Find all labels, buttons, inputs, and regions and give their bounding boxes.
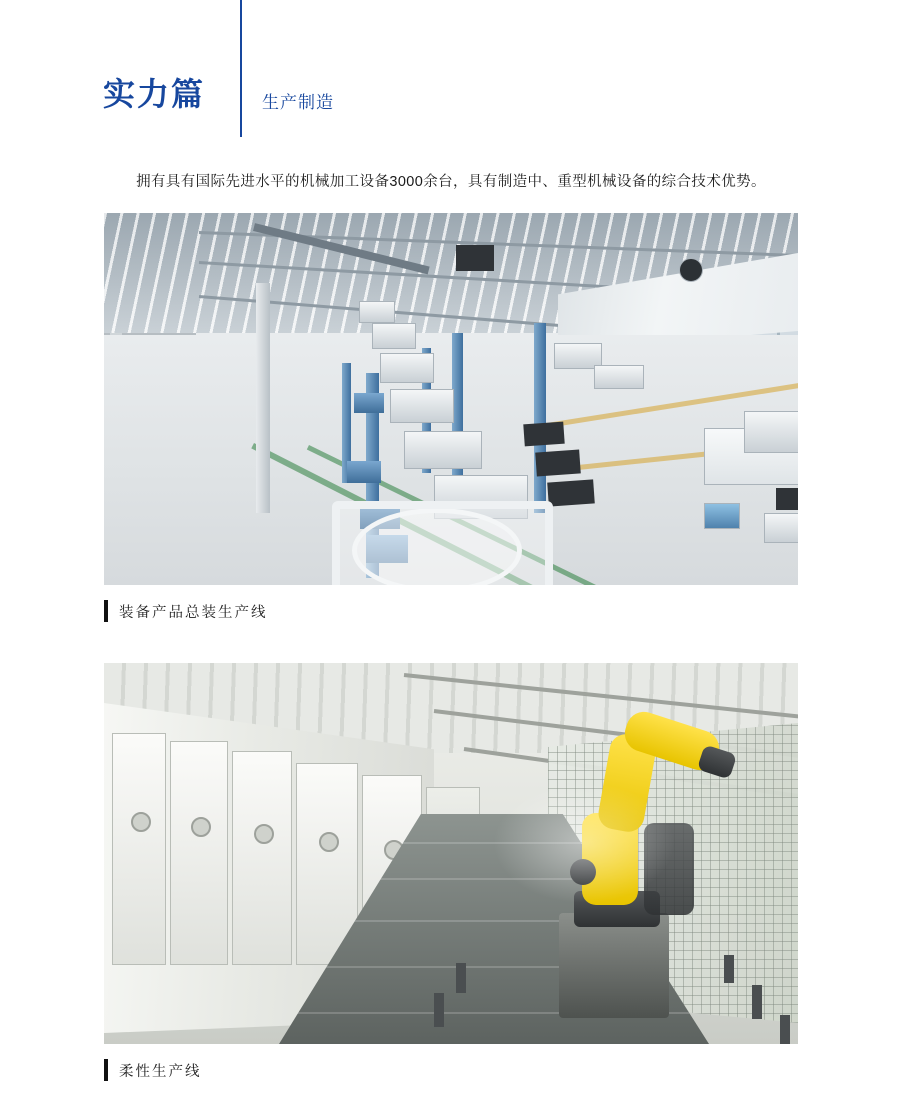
- page-title: 实力篇: [103, 76, 206, 112]
- light-glow: [494, 783, 674, 903]
- machine-door: [232, 751, 292, 965]
- caption-text: 柔性生产线: [119, 1063, 202, 1080]
- caption-accent-bar: [104, 600, 108, 622]
- rail-post: [752, 985, 762, 1019]
- figure-caption: [104, 599, 798, 623]
- door-handle-icon: [254, 824, 274, 844]
- figure-assembly-line-image: [104, 213, 798, 585]
- equipment-unit: [776, 488, 798, 510]
- caption-accent-bar: [104, 1059, 108, 1081]
- rail-post: [724, 955, 734, 983]
- rail-post: [434, 993, 444, 1027]
- workshop-illustration: [104, 213, 798, 585]
- figure-assembly-line: [104, 213, 798, 623]
- machine-door: [170, 741, 228, 965]
- caption-text: 装备产品总装生产线: [119, 604, 268, 621]
- machine-unit: [372, 323, 416, 349]
- equipment-unit: [764, 513, 798, 543]
- support-column: [534, 323, 546, 513]
- robot-base: [559, 913, 669, 1018]
- rail-post: [456, 963, 466, 993]
- figure-caption: [104, 1058, 798, 1082]
- figure-flexible-line: [104, 663, 798, 1082]
- machine-unit: [380, 353, 434, 383]
- wall-pillar: [256, 283, 270, 513]
- page-subtitle: 生产制造: [262, 93, 334, 112]
- blue-crate: [354, 393, 384, 413]
- door-handle-icon: [319, 832, 339, 852]
- machine-unit: [744, 411, 798, 453]
- door-handle-icon: [191, 817, 211, 837]
- figure-flexible-line-image: [104, 663, 798, 1044]
- machine-unit: [594, 365, 644, 389]
- machine-unit: [390, 389, 454, 423]
- blue-crate: [347, 461, 381, 483]
- machine-unit: [404, 431, 482, 469]
- machine-door: [112, 733, 166, 965]
- header-divider-rule: [240, 0, 242, 137]
- robot-cell-illustration: [104, 663, 798, 1044]
- equipment-unit: [704, 503, 740, 529]
- floor-crate: [547, 479, 595, 506]
- machine-unit: [359, 301, 395, 323]
- page-header: [0, 0, 900, 150]
- intro-paragraph: 拥有具有国际先进水平的机械加工设备3000余台，具有制造中、重型机械设备的综合技术优势。: [136, 174, 766, 190]
- floor-crate: [523, 422, 564, 447]
- rail-post: [780, 1015, 790, 1044]
- information-board: [456, 245, 494, 271]
- ceiling-fan-icon: [679, 258, 703, 282]
- door-handle-icon: [131, 812, 151, 832]
- floor-crate: [535, 449, 581, 476]
- workpiece-frame: [332, 501, 553, 585]
